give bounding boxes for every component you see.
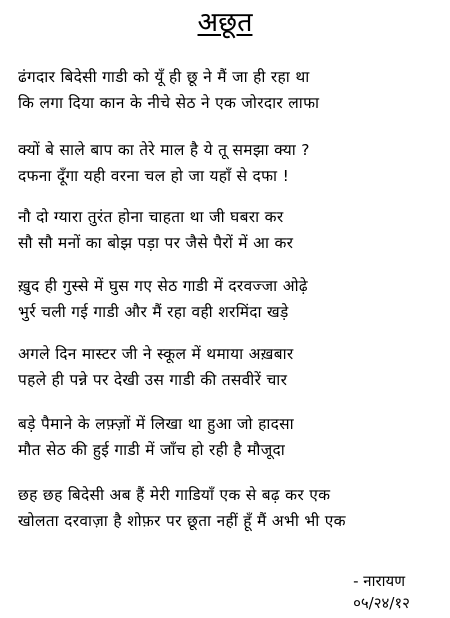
stanza-6 [18, 411, 438, 463]
poem-line: दफना दूँगा यही वरना चल हो जा यहाँ से दफा ! [18, 167, 290, 185]
poem-line: क्यों बे साले बाप का तेरे माल है ये तू समझा क्या ? [18, 141, 310, 159]
poem-line: नौ दो ग्यारा तुरंत होना चाहता था जी घबरा कर [18, 208, 284, 226]
poem-line: कि लगा दिया कान के नीचे सेठ ने एक जोरदार लाफा [18, 94, 320, 112]
stanza-7 [18, 482, 438, 534]
poem-line: मौत सेठ की हुई गाडी में जाँच हो रही है मौजूदा [18, 441, 286, 459]
author-name: - नारायण [353, 572, 406, 590]
stanza-1 [18, 64, 438, 116]
poem-line: अगले दिन मास्टर जी ने स्कूल में थमाया अख़बार [18, 345, 294, 363]
stanza-2 [18, 137, 438, 189]
poem-line: बड़े पैमाने के लफ़्ज़ों में लिखा था हुआ जो हादसा [18, 415, 294, 433]
poem-line: सौ सौ मनों का बोझ पड़ा पर जैसे पैरों में आ कर [18, 234, 294, 252]
stanza-5 [18, 341, 438, 393]
poem-title: अछूत [197, 7, 253, 38]
poem-line: ख़ुद ही गुस्से में घुस गए सेठ गाडी में दरवज्जा ओढ़े [18, 277, 308, 295]
stanza-3 [18, 204, 438, 256]
poem-line: पहले ही पन्ने पर देखी उस गाडी की तसवीरें चार [18, 371, 288, 389]
poem-line: खोलता दरवाज़ा है शोफ़र पर छूता नहीं हूँ मैं अभी भी एक [18, 512, 346, 530]
poem-line: ढंगदार बिदेसी गाडी को यूँ ही छू ने मैं जा ही रहा था [18, 68, 310, 86]
signature [353, 570, 410, 614]
poem-line: भुर्र चली गई गाडी और मैं रहा वही शरमिंदा खड़े [18, 303, 289, 321]
poem-date: ०५/२४/१२ [353, 594, 410, 612]
poem-line: छह छह बिदेसी अब हैं मेरी गाडियाँ एक से बढ़ कर एक [18, 486, 331, 504]
stanza-4 [18, 273, 438, 325]
